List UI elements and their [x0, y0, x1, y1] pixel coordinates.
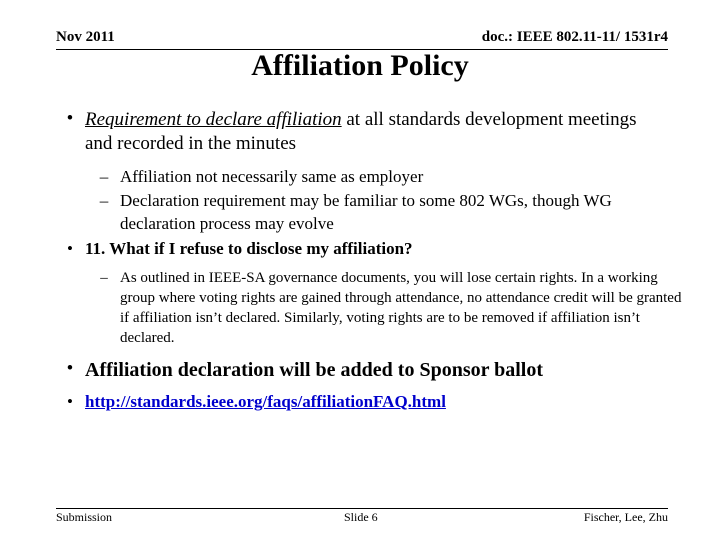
bullet-marker: •	[67, 239, 73, 258]
bullet-text: Affiliation declaration will be added to Sponsor ballot	[85, 359, 544, 381]
bullet-marker: •	[67, 392, 73, 411]
dash-marker: –	[100, 270, 108, 286]
bullet-sponsor-ballot	[55, 358, 695, 382]
slide-title: Affiliation Policy	[251, 49, 469, 82]
bullet-text: 11. What if I refuse to disclose my affiliation?	[85, 239, 413, 258]
bullet-marker: •	[66, 108, 74, 129]
bullet-requirement	[55, 108, 685, 156]
bullet-refuse	[55, 237, 685, 260]
bullet-emphasis: Requirement to declare affiliation	[85, 109, 342, 130]
header-date: Nov 2011	[56, 29, 115, 45]
bullet-marker: •	[66, 358, 74, 379]
footer-slide-number: Slide 6	[344, 510, 378, 524]
sub-bullet-employer	[88, 165, 688, 188]
sub-bullet-text: As outlined in IEEE-SA governance documents, you will lose certain rights. In a working group where voting rights are gained through attendance, no attendance credit will be granted if affiliation isn’t declared. Similarly, voting rights are to be removed if affiliation isn’t declared.	[120, 270, 682, 346]
footer-submission: Submission	[56, 510, 113, 524]
sub-bullet-declaration	[88, 189, 688, 235]
sub-bullet-rights	[88, 268, 688, 348]
sub-bullet-text: Declaration requirement may be familiar to some 802 WGs, though WG declaration process may evolve	[120, 191, 612, 233]
bullet-text	[85, 108, 645, 156]
header-doc-id: doc.: IEEE 802.11-11/ 1531r4	[481, 29, 668, 45]
dash-marker: –	[99, 167, 109, 186]
dash-marker: –	[99, 191, 109, 210]
footer-divider	[56, 508, 668, 509]
sub-bullet-text: Affiliation not necessarily same as employer	[120, 167, 424, 186]
bullet-faq-link	[55, 390, 695, 413]
footer-authors: Fischer, Lee, Zhu	[583, 510, 668, 524]
faq-link[interactable]: http://standards.ieee.org/faqs/affiliationFAQ.html	[85, 392, 446, 411]
bullet-rest: at all standards development meetings and recorded in the minutes	[85, 109, 637, 154]
